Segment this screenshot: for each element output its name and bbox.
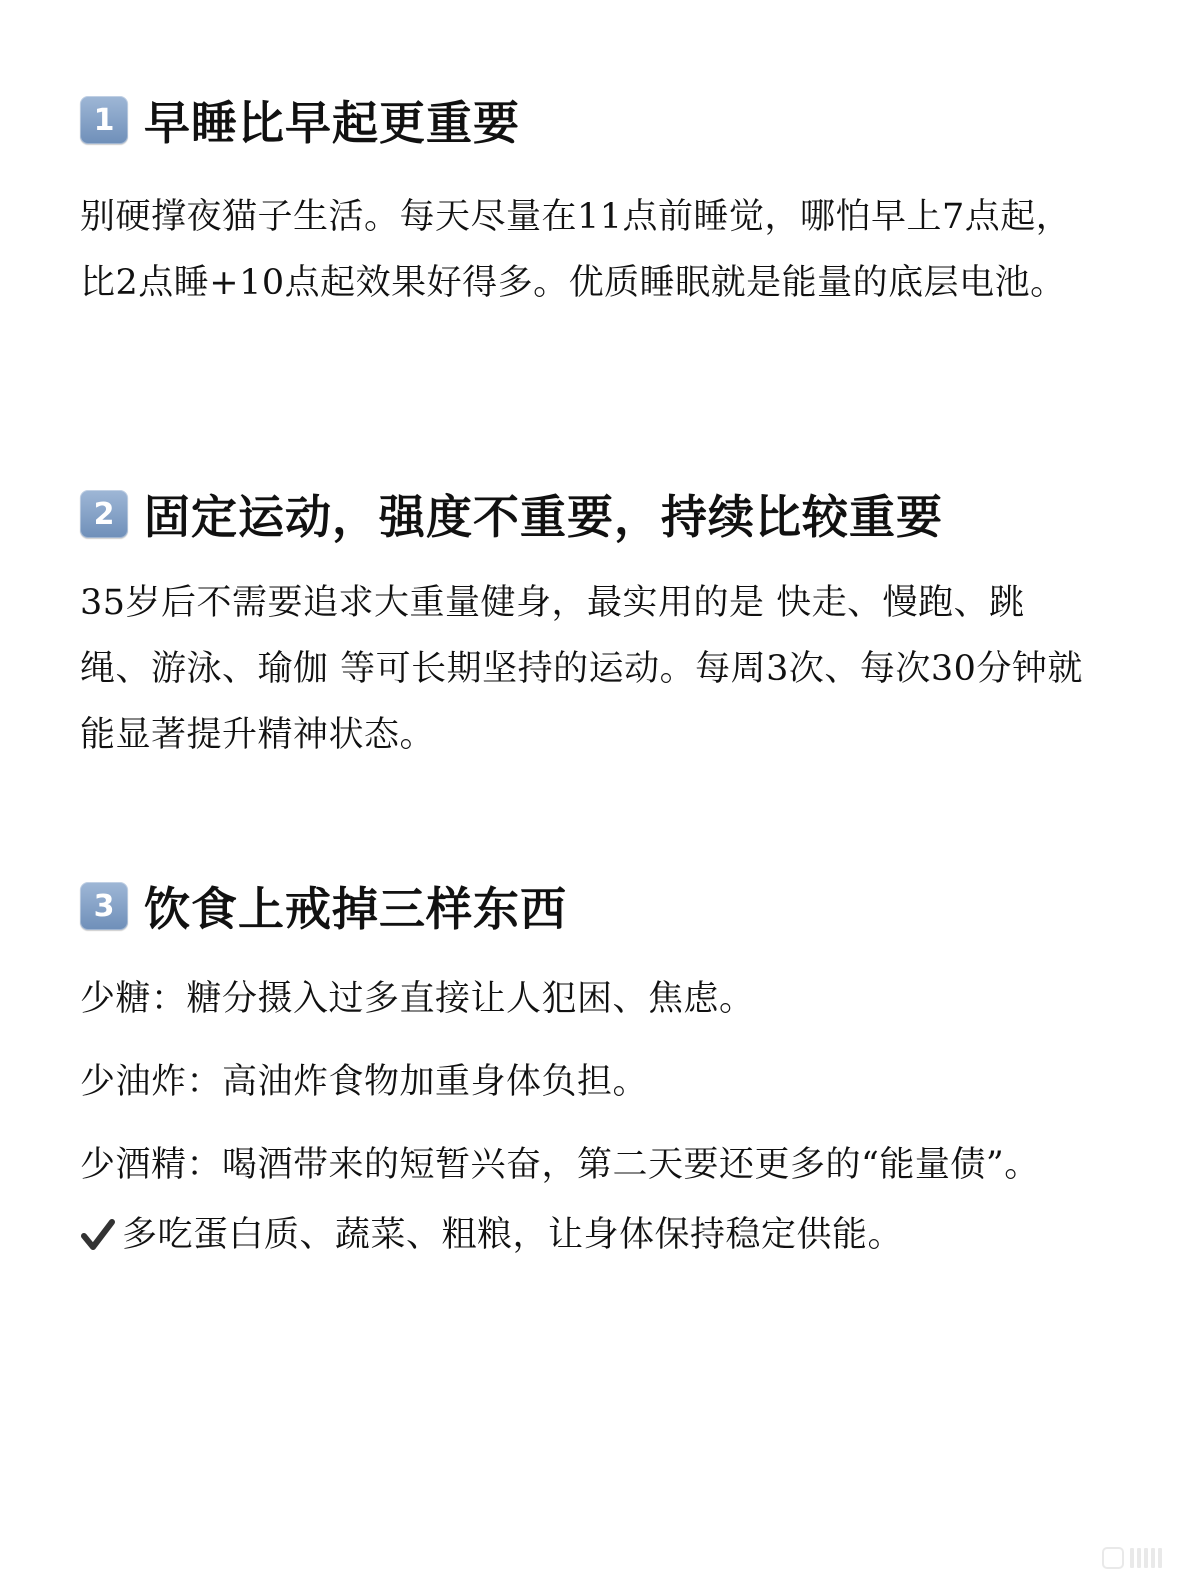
- section-body: 别硬撑夜猫子生活。每天尽量在11点前睡觉，哪怕早上7点起，比2点睡+10点起效果好得多。优质睡眠就是能量的底层电池。: [80, 197, 1072, 303]
- watermark: [1102, 1547, 1162, 1569]
- section-body: 35岁后不需要追求大重量健身，最实用的是 快走、慢跑、跳绳、游泳、瑜伽 等可长期坚持的运动。每周3次、每次30分钟就能显著提升精神状态。: [80, 583, 1083, 755]
- section-heading: [80, 872, 1110, 940]
- diet-item-fried: 少油炸：高油炸食物加重身体负担。: [80, 1062, 649, 1102]
- section-early-sleep: [80, 86, 1110, 316]
- keycap-two-icon: 2: [80, 490, 128, 538]
- diet-tip-text: 多吃蛋白质、蔬菜、粗粮，让身体保持稳定供能。: [122, 1215, 904, 1255]
- section-title: 饮食上戒掉三样东西: [144, 882, 567, 936]
- diet-item-alcohol: 少酒精：喝酒带来的短暂兴奋，第二天要还更多的“能量债”。: [80, 1145, 1040, 1185]
- section-heading: [80, 480, 1110, 548]
- section-title: 早睡比早起更重要: [144, 96, 520, 150]
- section-exercise: [80, 480, 1110, 768]
- diet-tip: [80, 1202, 1080, 1268]
- heavy-check-mark-icon: [78, 1202, 118, 1268]
- section-heading: [80, 86, 1110, 154]
- section-diet: [80, 872, 1110, 1268]
- diet-item-sugar: 少糖：糖分摄入过多直接让人犯困、焦虑。: [80, 979, 755, 1019]
- section-title: 固定运动，强度不重要，持续比较重要: [144, 490, 943, 544]
- keycap-one-icon: 1: [80, 96, 128, 144]
- watermark-bars-icon: [1130, 1548, 1162, 1568]
- watermark-logo-icon: [1102, 1547, 1124, 1569]
- keycap-three-icon: 3: [80, 882, 128, 930]
